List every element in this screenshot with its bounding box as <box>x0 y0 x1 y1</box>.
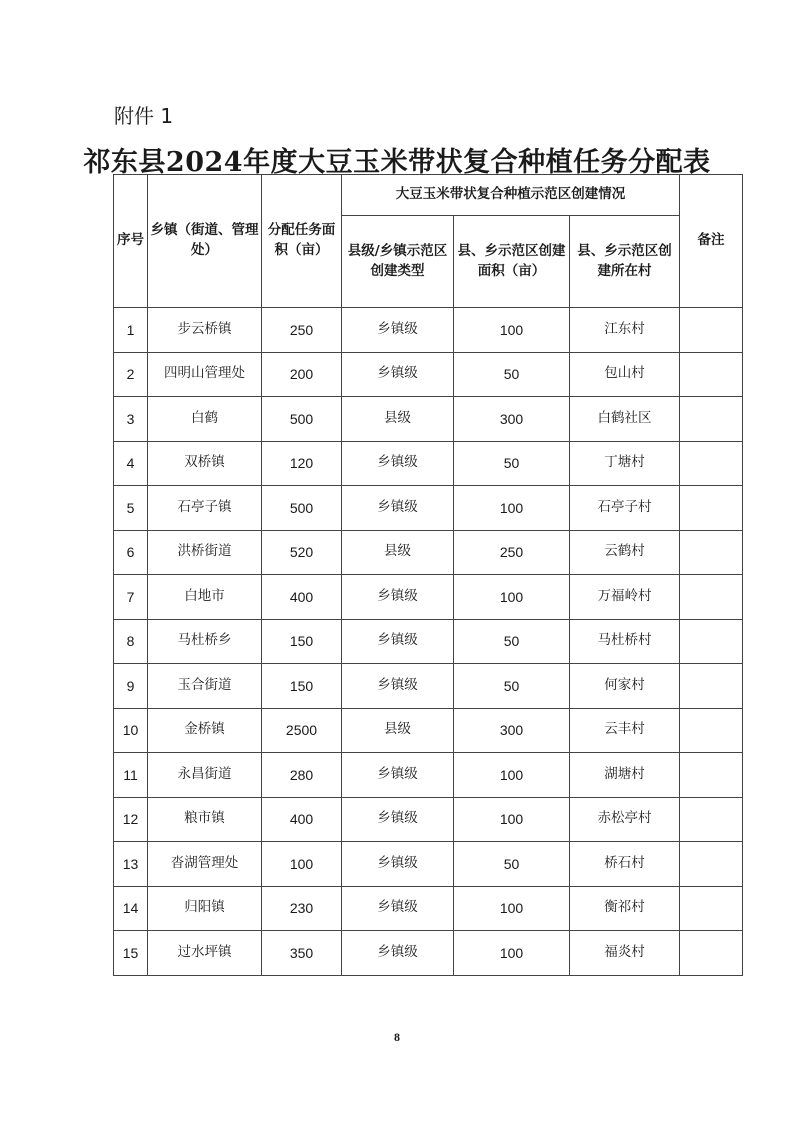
cell-demo-area: 50 <box>454 664 570 709</box>
table-row <box>114 352 743 397</box>
cell-seq: 4 <box>114 441 148 486</box>
cell-area: 230 <box>262 886 342 931</box>
page-number: 8 <box>394 1030 400 1044</box>
cell-area: 500 <box>262 486 342 531</box>
cell-town: 粮市镇 <box>148 797 262 842</box>
cell-area: 400 <box>262 797 342 842</box>
cell-note <box>680 931 743 976</box>
cell-level: 乡镇级 <box>342 352 454 397</box>
cell-demo-area: 100 <box>454 931 570 976</box>
cell-demo-area: 50 <box>454 352 570 397</box>
cell-town: 金桥镇 <box>148 708 262 753</box>
header-seq: 序号 <box>114 175 148 308</box>
cell-area: 280 <box>262 753 342 798</box>
cell-area: 100 <box>262 842 342 887</box>
cell-area: 400 <box>262 575 342 620</box>
cell-village: 石亭子村 <box>570 486 680 531</box>
cell-area: 120 <box>262 441 342 486</box>
header-level: 县级/乡镇示范区创建类型 <box>342 216 454 308</box>
cell-seq: 9 <box>114 664 148 709</box>
cell-level: 乡镇级 <box>342 575 454 620</box>
cell-area: 150 <box>262 664 342 709</box>
header-area: 分配任务面积（亩） <box>262 175 342 308</box>
attachment-label: 附件 1 <box>114 104 174 128</box>
cell-village: 白鹤社区 <box>570 397 680 442</box>
cell-level: 乡镇级 <box>342 486 454 531</box>
cell-demo-area: 50 <box>454 441 570 486</box>
cell-level: 乡镇级 <box>342 308 454 353</box>
cell-demo-area: 100 <box>454 797 570 842</box>
table-row <box>114 308 743 353</box>
table-row <box>114 441 743 486</box>
header-demo-group: 大豆玉米带状复合种植示范区创建情况 <box>342 175 680 216</box>
table-body <box>114 308 743 976</box>
cell-demo-area: 100 <box>454 575 570 620</box>
cell-note <box>680 619 743 664</box>
table-row <box>114 797 743 842</box>
cell-village: 云鹤村 <box>570 530 680 575</box>
cell-seq: 14 <box>114 886 148 931</box>
cell-demo-area: 300 <box>454 397 570 442</box>
cell-town: 马杜桥乡 <box>148 619 262 664</box>
header-demo-area: 县、乡示范区创建面积（亩） <box>454 216 570 308</box>
table-row <box>114 397 743 442</box>
cell-village: 衡祁村 <box>570 886 680 931</box>
cell-note <box>680 753 743 798</box>
cell-note <box>680 486 743 531</box>
cell-village: 湖塘村 <box>570 753 680 798</box>
cell-note <box>680 575 743 620</box>
cell-area: 150 <box>262 619 342 664</box>
table-row <box>114 753 743 798</box>
allocation-table <box>113 174 743 976</box>
header-village: 县、乡示范区创建所在村 <box>570 216 680 308</box>
cell-seq: 6 <box>114 530 148 575</box>
cell-level: 乡镇级 <box>342 797 454 842</box>
cell-seq: 5 <box>114 486 148 531</box>
table-header <box>114 175 743 308</box>
document-title: 祁东县2024年度大豆玉米带状复合种植任务分配表 <box>83 147 711 178</box>
cell-town: 石亭子镇 <box>148 486 262 531</box>
table-row <box>114 619 743 664</box>
cell-area: 2500 <box>262 708 342 753</box>
cell-demo-area: 250 <box>454 530 570 575</box>
cell-seq: 3 <box>114 397 148 442</box>
cell-village: 云丰村 <box>570 708 680 753</box>
cell-seq: 11 <box>114 753 148 798</box>
cell-village: 万福岭村 <box>570 575 680 620</box>
cell-seq: 2 <box>114 352 148 397</box>
header-town: 乡镇（街道、管理处） <box>148 175 262 308</box>
cell-town: 白鹤 <box>148 397 262 442</box>
cell-note <box>680 797 743 842</box>
table-row <box>114 708 743 753</box>
cell-village: 丁塘村 <box>570 441 680 486</box>
cell-demo-area: 100 <box>454 886 570 931</box>
cell-demo-area: 100 <box>454 753 570 798</box>
cell-level: 乡镇级 <box>342 842 454 887</box>
cell-town: 沓湖管理处 <box>148 842 262 887</box>
table-row <box>114 530 743 575</box>
cell-area: 520 <box>262 530 342 575</box>
cell-seq: 10 <box>114 708 148 753</box>
cell-town: 步云桥镇 <box>148 308 262 353</box>
cell-demo-area: 300 <box>454 708 570 753</box>
cell-level: 乡镇级 <box>342 441 454 486</box>
cell-demo-area: 50 <box>454 619 570 664</box>
cell-seq: 1 <box>114 308 148 353</box>
cell-note <box>680 886 743 931</box>
cell-note <box>680 842 743 887</box>
cell-seq: 7 <box>114 575 148 620</box>
cell-village: 何家村 <box>570 664 680 709</box>
cell-village: 马杜桥村 <box>570 619 680 664</box>
cell-town: 白地市 <box>148 575 262 620</box>
cell-village: 福炎村 <box>570 931 680 976</box>
table-row <box>114 486 743 531</box>
cell-level: 乡镇级 <box>342 931 454 976</box>
cell-level: 县级 <box>342 708 454 753</box>
cell-seq: 8 <box>114 619 148 664</box>
cell-town: 四明山管理处 <box>148 352 262 397</box>
cell-note <box>680 664 743 709</box>
cell-note <box>680 530 743 575</box>
cell-level: 乡镇级 <box>342 619 454 664</box>
cell-note <box>680 352 743 397</box>
cell-level: 乡镇级 <box>342 664 454 709</box>
cell-note <box>680 308 743 353</box>
cell-town: 玉合街道 <box>148 664 262 709</box>
table-row <box>114 931 743 976</box>
cell-note <box>680 708 743 753</box>
cell-town: 永昌街道 <box>148 753 262 798</box>
cell-village: 包山村 <box>570 352 680 397</box>
cell-village: 江东村 <box>570 308 680 353</box>
table-row <box>114 575 743 620</box>
cell-seq: 13 <box>114 842 148 887</box>
cell-area: 250 <box>262 308 342 353</box>
cell-town: 过水坪镇 <box>148 931 262 976</box>
table-row <box>114 886 743 931</box>
table-row <box>114 842 743 887</box>
cell-seq: 15 <box>114 931 148 976</box>
cell-village: 赤松亭村 <box>570 797 680 842</box>
cell-seq: 12 <box>114 797 148 842</box>
cell-demo-area: 50 <box>454 842 570 887</box>
table-row <box>114 664 743 709</box>
cell-level: 乡镇级 <box>342 886 454 931</box>
cell-area: 500 <box>262 397 342 442</box>
cell-area: 200 <box>262 352 342 397</box>
cell-village: 桥石村 <box>570 842 680 887</box>
cell-area: 350 <box>262 931 342 976</box>
cell-town: 洪桥街道 <box>148 530 262 575</box>
cell-demo-area: 100 <box>454 486 570 531</box>
cell-note <box>680 441 743 486</box>
cell-note <box>680 397 743 442</box>
cell-town: 双桥镇 <box>148 441 262 486</box>
cell-town: 归阳镇 <box>148 886 262 931</box>
cell-level: 县级 <box>342 530 454 575</box>
header-note: 备注 <box>680 175 743 308</box>
cell-demo-area: 100 <box>454 308 570 353</box>
cell-level: 县级 <box>342 397 454 442</box>
cell-level: 乡镇级 <box>342 753 454 798</box>
